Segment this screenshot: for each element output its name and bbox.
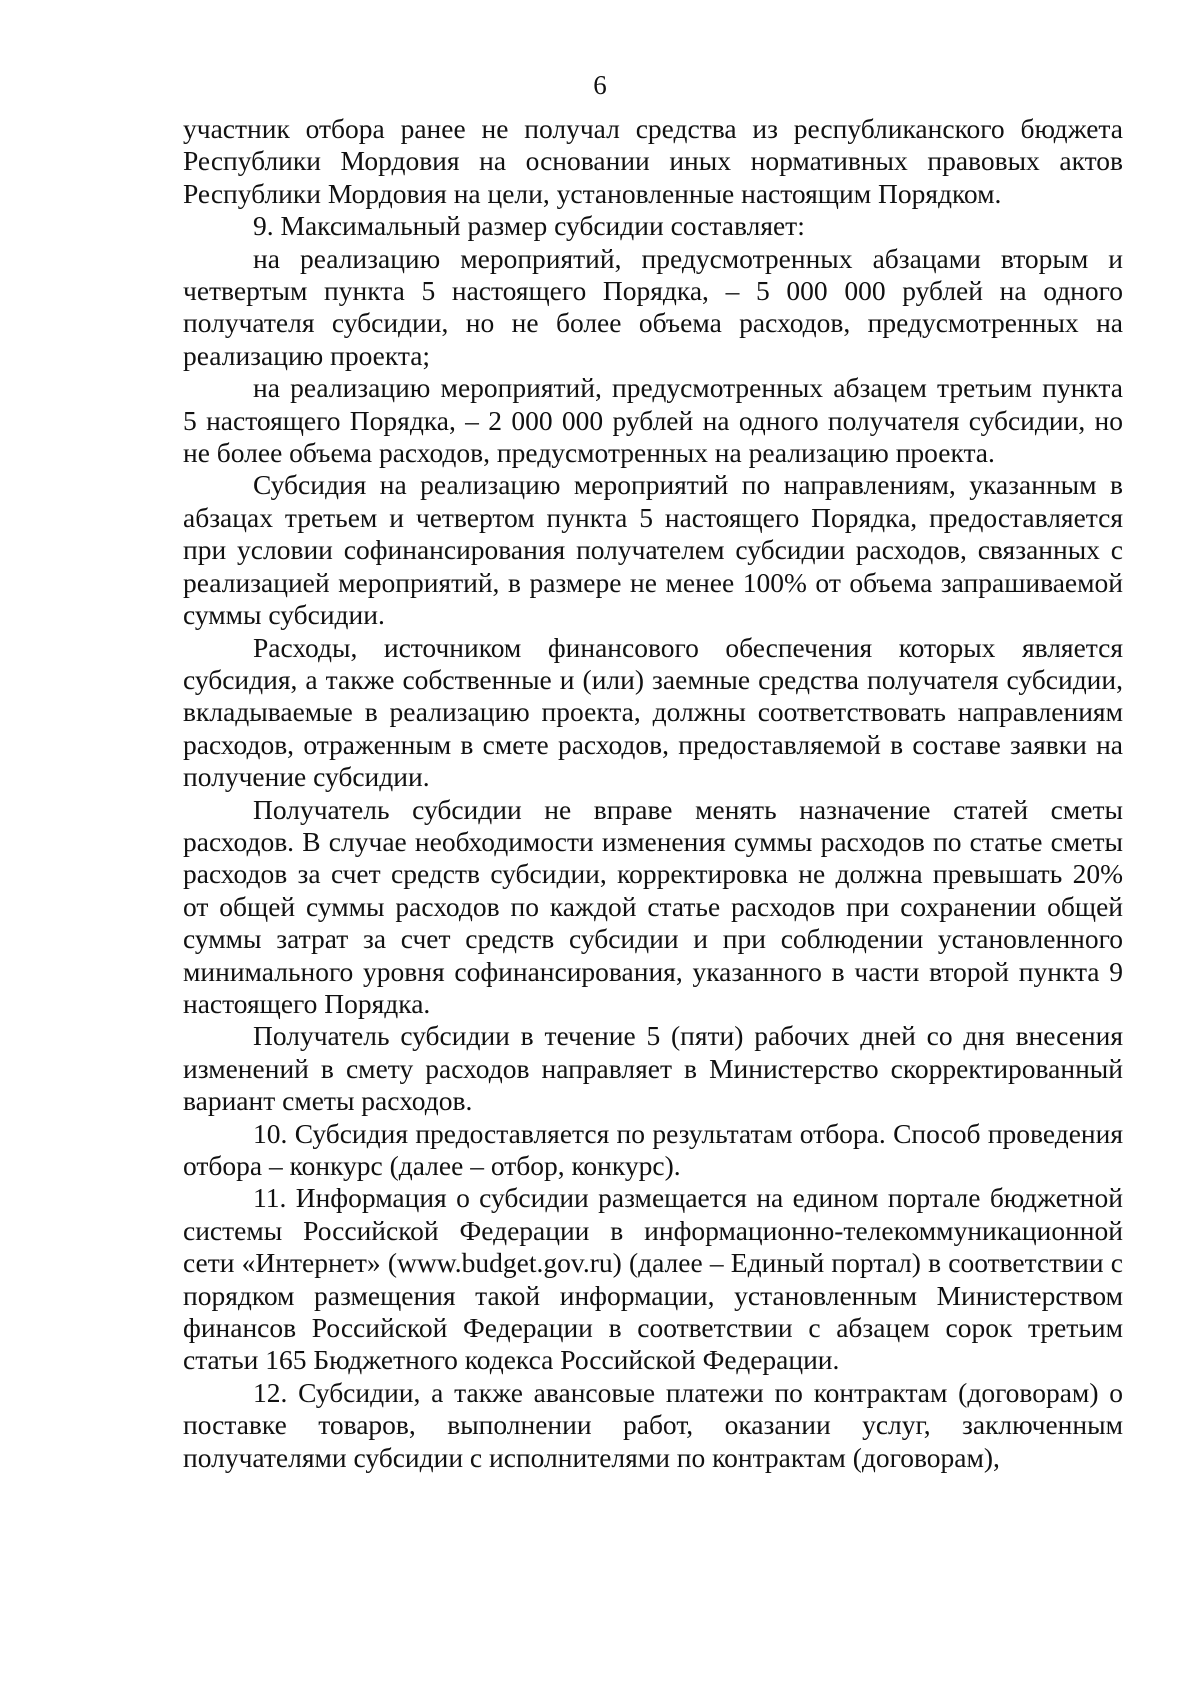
paragraph-estimate-submission: Получатель субсидии в течение 5 (пяти) рабочих дней со дня внесения изменений в смету расходов направляет в Министерство скорректированный вариант сметы расходов.	[183, 1020, 1123, 1117]
paragraph-estimate-change: Получатель субсидии не вправе менять назначение статей сметы расходов. В случае необходимости изменения суммы расходов по статье сметы расходов за счет средств субсидии, корректировка не должна превышать 20% от общей суммы расходов по каждой статье расходов при сохранении общей суммы затрат за счет средств субсидии и при соблюдении установленного минимального уровня софинансирования, указанного в части второй пункта 9 настоящего Порядка.	[183, 793, 1123, 1019]
paragraph-expenses: Расходы, источником финансового обеспечения которых является субсидия, а также собственные и (или) заемные средства получателя субсидии, вкладываемые в реализацию проекта, должны соответствовать направлениям расходов, отраженным в смете расходов, предоставляемой в составе заявки на получение субсидии.	[183, 631, 1123, 793]
paragraph-subsidy-max-2: на реализацию мероприятий, предусмотренных абзацем третьим пункта 5 настоящего Порядка, – 2 000 000 рублей на одного получателя субсидии, но не более объема расходов, предусмотренных на реализацию проекта.	[183, 372, 1123, 469]
paragraph-subsidy-max-1: на реализацию мероприятий, предусмотренных абзацами вторым и четвертым пункта 5 настоящего Порядка, – 5 000 000 рублей на одного получателя субсидии, но не более объема расходов, предусмотренных на реализацию проекта;	[183, 242, 1123, 371]
paragraph-item-9: 9. Максимальный размер субсидии составляет:	[253, 210, 805, 242]
paragraph-continuation: участник отбора ранее не получал средства из республиканского бюджета Республики Мордовия на основании иных нормативных правовых актов Республики Мордовия на цели, установленные настоящим Порядком.	[183, 113, 1123, 209]
page-number: 6	[593, 70, 607, 100]
paragraph-item-10: 10. Субсидия предоставляется по результатам отбора. Способ проведения отбора – конкурс (далее – отбор, конкурс).	[183, 1117, 1123, 1181]
document-body	[183, 113, 1123, 1474]
paragraph-item-12: 12. Субсидии, а также авансовые платежи по контрактам (договорам) о поставке товаров, выполнении работ, оказании услуг, заключенным получателями субсидии с исполнителями по контрактам (договорам),	[183, 1376, 1123, 1473]
paragraph-item-11: 11. Информация о субсидии размещается на едином портале бюджетной системы Российской Федерации в информационно-телекоммуникационной сети «Интернет» (www.budget.gov.ru) (далее – Единый портал) в соответствии с порядком размещения такой информации, установленным Министерством финансов Российской Федерации в соответствии с абзацем сорок третьим статьи 165 Бюджетного кодекса Российской Федерации.	[183, 1182, 1123, 1376]
paragraph-cofinancing: Субсидия на реализацию мероприятий по направлениям, указанным в абзацах третьем и четвертом пункта 5 настоящего Порядка, предоставляется при условии софинансирования получателем субсидии расходов, связанных с реализацией мероприятий, в размере не менее 100% от объема запрашиваемой суммы субсидии.	[183, 469, 1123, 631]
